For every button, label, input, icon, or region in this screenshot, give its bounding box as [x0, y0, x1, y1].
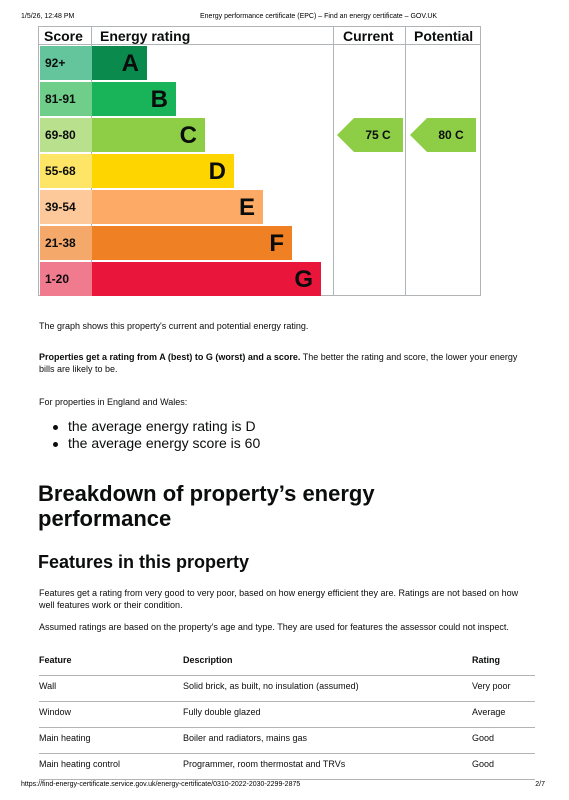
band-bar-f — [92, 226, 292, 260]
description-column-header: Description — [183, 655, 233, 665]
potential-column-divider — [405, 27, 406, 295]
band-score-e: 39-54 — [40, 190, 92, 224]
england-wales-note: For properties in England and Wales: — [39, 397, 188, 407]
potential-column-header: Potential — [414, 28, 474, 44]
feature-description: Programmer, room thermostat and TRVs — [183, 759, 346, 769]
band-letter: B — [150, 86, 168, 113]
assumed-ratings-note: Assumed ratings are based on the property's age and type. They are used for features the assessor could not inspect. — [39, 622, 509, 632]
print-date: 1/5/26, 12:48 PM — [21, 13, 75, 20]
feature-rating: Good — [472, 759, 495, 769]
band-letter: A — [121, 50, 139, 77]
feature-rating: Very poor — [472, 681, 511, 691]
list-item: the average energy rating is D — [39, 418, 260, 435]
feature-description: Fully double glazed — [183, 707, 261, 717]
feature-description: Solid brick, as built, no insulation (assumed) — [183, 681, 359, 691]
feature-rating: Average — [472, 707, 506, 717]
header-divider — [39, 44, 480, 45]
breakdown-heading: Breakdown of property’s energy performance — [38, 481, 375, 531]
print-page-number: 2/7 — [535, 781, 545, 788]
feature-description: Boiler and radiators, mains gas — [183, 733, 308, 743]
energy-rating-chart — [38, 26, 481, 296]
feature-name: Window — [39, 707, 72, 717]
print-page-title: Energy performance certificate (EPC) – Find an energy certificate – GOV.UK — [200, 13, 438, 20]
graph-note: The graph shows this property's current and potential energy rating. — [39, 321, 309, 331]
list-item: the average energy score is 60 — [39, 435, 260, 452]
feature-rating: Good — [472, 733, 495, 743]
table-row — [39, 754, 535, 780]
feature-name: Wall — [39, 681, 57, 691]
band-bar-b — [92, 82, 176, 116]
band-score-a: 92+ — [40, 46, 92, 80]
band-score-f: 21-38 — [40, 226, 92, 260]
current-rating-label: 75 C — [365, 128, 391, 142]
band-score-d: 55-68 — [40, 154, 92, 188]
average-ratings-list — [39, 418, 260, 452]
potential-rating-label: 80 C — [438, 128, 464, 142]
current-column-divider — [333, 27, 334, 295]
band-score-g: 1-20 — [40, 262, 92, 296]
potential-rating-arrow — [410, 118, 476, 152]
features-heading: Features in this property — [38, 552, 250, 572]
band-bar-c — [92, 118, 205, 152]
print-url: https://find-energy-certificate.service.gov.uk/energy-certificate/0310-2022-2030-2299-2875 — [21, 781, 301, 788]
table-row — [39, 728, 535, 754]
feature-column-header: Feature — [39, 655, 72, 665]
ratings-explanation-rest: The better the rating and score, the lower your energy bills are likely to be. — [39, 352, 518, 374]
table-row — [39, 702, 535, 728]
ratings-explanation — [39, 351, 534, 375]
band-letter: C — [179, 122, 197, 149]
current-rating-arrow — [337, 118, 403, 152]
band-letter: E — [238, 194, 255, 221]
band-bar-e — [92, 190, 263, 224]
band-bar-a — [92, 46, 147, 80]
features-intro: Features get a rating from very good to very poor, based on how energy efficient they are. Ratings are not based on how well features work or their condition. — [39, 588, 519, 610]
current-column-header: Current — [343, 28, 394, 44]
feature-name: Main heating control — [39, 759, 121, 769]
band-score-b: 81-91 — [40, 82, 92, 116]
score-column-header: Score — [44, 28, 83, 44]
band-letter: D — [208, 158, 226, 185]
features-table — [39, 650, 535, 780]
feature-name: Main heating — [39, 733, 91, 743]
band-score-c: 69-80 — [40, 118, 92, 152]
band-bar-d — [92, 154, 234, 188]
rating-column-header: Rating — [472, 655, 500, 665]
band-letter: G — [294, 266, 313, 293]
ratings-explanation-bold: Properties get a rating from A (best) to G (worst) and a score. — [39, 352, 301, 362]
band-bar-g — [92, 262, 321, 296]
band-letter: F — [269, 230, 284, 257]
energy-rating-column-header: Energy rating — [100, 28, 191, 44]
table-header-row — [39, 650, 535, 676]
table-row — [39, 676, 535, 702]
